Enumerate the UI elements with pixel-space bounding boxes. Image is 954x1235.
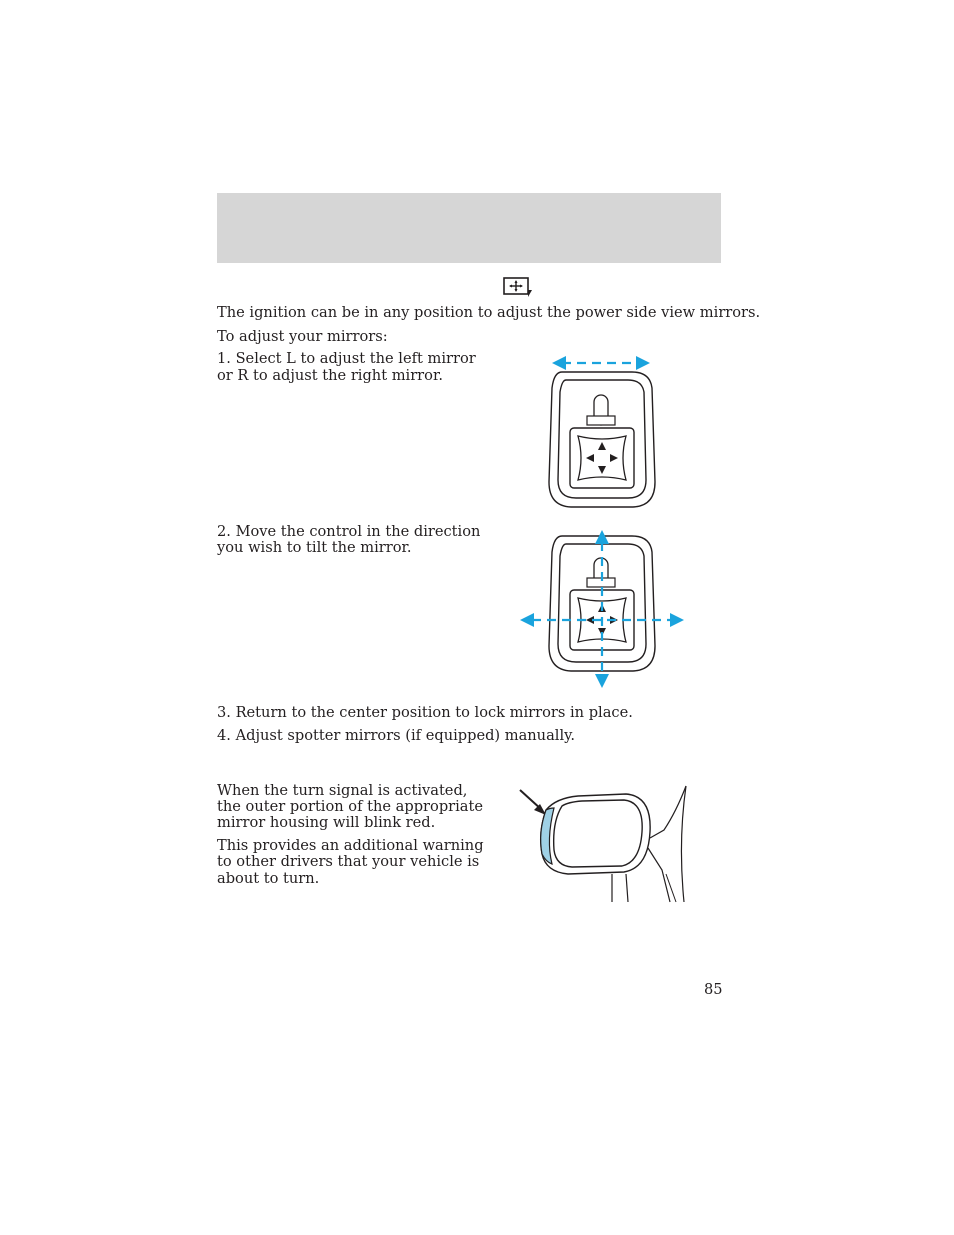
power-mirror-icon	[502, 276, 534, 300]
tilt-direction-arrows	[520, 530, 684, 688]
mirror-control-switch-figure-2	[518, 528, 688, 690]
signal-para-1-line-3: mirror housing will blink red.	[217, 814, 436, 831]
page-number: 85	[704, 981, 723, 998]
step-1-line-1: 1. Select L to adjust the left mirror	[217, 350, 476, 367]
signal-para-1-line-1: When the turn signal is activated,	[217, 782, 468, 799]
intro-text: The ignition can be in any position to adjust the power side view mirrors.	[217, 304, 761, 321]
left-right-arrow	[552, 356, 650, 370]
step-3-text: 3. Return to the center position to lock mirrors in place.	[217, 704, 633, 721]
step-2-line-2: you wish to tilt the mirror.	[217, 539, 412, 556]
signal-para-2-line-2: to other drivers that your vehicle is	[217, 853, 480, 870]
mirror-control-switch-figure-1	[540, 350, 670, 512]
to-adjust-text: To adjust your mirrors:	[217, 328, 388, 345]
step-4-text: 4. Adjust spotter mirrors (if equipped) manually.	[217, 727, 576, 744]
signal-para-1-line-2: the outer portion of the appropriate	[217, 798, 484, 815]
turn-signal-mirror-figure	[516, 782, 691, 907]
signal-para-2-line-1: This provides an additional warning	[217, 837, 484, 854]
signal-para-2-line-3: about to turn.	[217, 870, 320, 887]
section-header-band	[217, 193, 721, 263]
step-2-line-1: 2. Move the control in the direction	[217, 523, 481, 540]
step-1-line-2: or R to adjust the right mirror.	[217, 367, 443, 384]
